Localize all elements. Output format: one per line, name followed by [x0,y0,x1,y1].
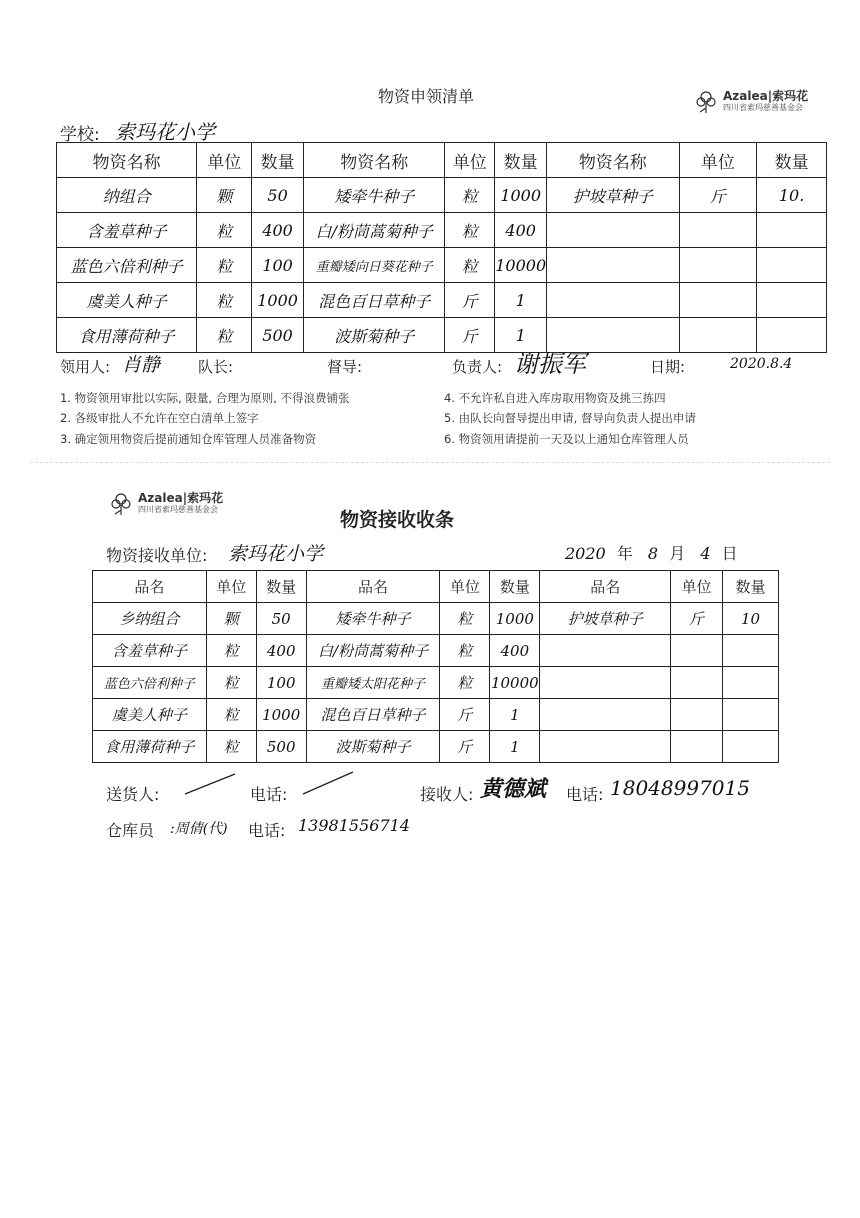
receipt-header-row [93,571,779,603]
date-label: 日期: [650,358,686,376]
recipient-signature: 肖静 [122,354,161,376]
table-cell: 白/粉茼蒿菊种子 [306,635,440,667]
col-header: 单位 [679,143,757,178]
keeper-signature: :周倩(代) [170,821,228,837]
logo-brand: Azalea|索玛花 [723,88,809,103]
table-cell [723,635,779,667]
col-header: 数量 [490,571,540,603]
table-cell: 1 [490,731,540,763]
table-row [93,667,779,699]
table-cell: 含羞草种子 [93,635,207,667]
table-cell: 10. [757,178,827,213]
col-header: 物资名称 [57,143,197,178]
col-header: 单位 [440,571,490,603]
table-cell: 400 [256,635,306,667]
table-cell: 蓝色六倍利种子 [93,667,207,699]
table-cell: 虞美人种子 [93,699,207,731]
table-cell: 10000 [490,667,540,699]
note-item: 3. 确定领用物资后提前通知仓库管理人员准备物资 [60,432,317,446]
receiver-label: 接收人: [420,785,474,804]
table-cell: 斤 [440,731,490,763]
table-cell: 10 [723,603,779,635]
table-cell: 1 [495,318,547,353]
table-cell: 粒 [440,603,490,635]
note-item: 2. 各级审批人不允许在空白清单上签字 [60,411,259,425]
table-cell: 100 [252,248,304,283]
col-header: 单位 [197,143,252,178]
table-cell [757,283,827,318]
table-cell: 混色百日草种子 [306,699,440,731]
table-cell: 粒 [206,731,256,763]
school-label: 学校: [60,125,100,145]
table-cell: 1 [495,283,547,318]
table-row [57,213,827,248]
table-cell [540,731,671,763]
sender-label: 送货人: [106,785,160,804]
table-cell: 粒 [440,667,490,699]
table-cell: 食用薄荷种子 [93,731,207,763]
requisition-header-row [57,143,827,178]
table-cell [547,248,679,283]
azalea-flower-icon [693,88,719,114]
table-cell: 粒 [445,213,495,248]
table-cell: 矮牵牛种子 [304,178,445,213]
table-cell: 粒 [445,178,495,213]
table-row [93,635,779,667]
table-cell: 混色百日草种子 [304,283,445,318]
col-header: 数量 [252,143,304,178]
table-row [93,731,779,763]
recipient-label: 领用人: [60,358,111,376]
receiving-unit-label: 物资接收单位: [106,546,208,565]
table-cell: 1000 [495,178,547,213]
table-cell: 粒 [197,213,252,248]
table-cell: 乡纳组合 [93,603,207,635]
table-row [93,699,779,731]
table-cell: 矮牵牛种子 [306,603,440,635]
month-label: 月 [669,544,686,563]
table-cell [540,699,671,731]
table-cell: 500 [252,318,304,353]
phone-blank-stroke-icon [298,768,358,798]
logo-brand: Azalea|索玛花 [138,490,224,505]
table-cell: 100 [256,667,306,699]
date-day: 4 [700,544,711,563]
sender-blank-stroke-icon [180,768,240,798]
requisition-logo [693,88,808,114]
table-cell [679,318,757,353]
table-cell: 蓝色六倍利种子 [57,248,197,283]
table-cell: 纳组合 [57,178,197,213]
col-header: 单位 [445,143,495,178]
table-cell: 斤 [671,603,723,635]
table-cell [723,699,779,731]
table-cell [757,318,827,353]
note-item: 4. 不允许私自进入库房取用物资及挑三拣四 [444,391,666,405]
table-cell [723,731,779,763]
table-cell [547,213,679,248]
table-cell [679,248,757,283]
table-cell: 粒 [197,318,252,353]
table-row [57,248,827,283]
col-header: 数量 [757,143,827,178]
table-cell: 1000 [256,699,306,731]
keeper-label: 仓库员 [106,821,155,840]
table-cell: 粒 [197,248,252,283]
table-cell [757,248,827,283]
table-cell: 斤 [445,318,495,353]
col-header: 物资名称 [547,143,679,178]
col-header: 数量 [256,571,306,603]
day-label: 日 [721,544,738,563]
note-item: 5. 由队长向督导提出申请, 督导向负责人提出申请 [444,411,696,425]
requisition-title: 物资申领清单 [378,87,475,106]
table-cell: 颗 [197,178,252,213]
azalea-flower-icon [108,490,134,516]
table-cell: 护坡草种子 [540,603,671,635]
manager-signature: 谢振军 [514,350,586,378]
note-item: 1. 物资领用审批以实际, 限量, 合理为原则, 不得浪费铺张 [60,391,350,405]
table-cell: 10000 [495,248,547,283]
logo-org: 四川省索玛慈善基金会 [138,504,218,514]
receipt-title: 物资接收收条 [340,509,455,531]
table-cell: 50 [252,178,304,213]
receiver-phone-label: 电话: [566,785,604,804]
receiver-signature: 黄德斌 [480,776,547,802]
logo-org: 四川省索玛慈善基金会 [723,102,803,112]
table-cell [679,213,757,248]
sender-phone-label: 电话: [250,785,288,804]
table-cell: 400 [252,213,304,248]
manager-label: 负责人: [452,358,503,376]
table-cell: 1 [490,699,540,731]
receipt-date [565,541,738,564]
date-value: 2020.8.4 [730,356,793,372]
table-cell: 波斯菊种子 [304,318,445,353]
table-cell: 1000 [490,603,540,635]
school-value: 索玛花小学 [115,120,215,144]
supervisor-label: 督导: [327,358,363,376]
receipt-table [92,570,779,763]
table-cell [671,699,723,731]
table-cell: 重瓣矮向日葵花种子 [304,248,445,283]
table-cell: 斤 [440,699,490,731]
table-cell: 400 [495,213,547,248]
table-row [93,603,779,635]
table-cell: 400 [490,635,540,667]
requisition-table [56,142,827,353]
table-cell: 护坡草种子 [547,178,679,213]
table-cell: 含羞草种子 [57,213,197,248]
table-cell: 食用薄荷种子 [57,318,197,353]
table-row [57,178,827,213]
table-cell: 粒 [206,667,256,699]
table-cell: 颗 [206,603,256,635]
col-header: 数量 [723,571,779,603]
table-cell [547,283,679,318]
table-cell [671,635,723,667]
table-cell: 50 [256,603,306,635]
table-cell: 波斯菊种子 [306,731,440,763]
table-cell [757,213,827,248]
table-cell [723,667,779,699]
table-cell [540,635,671,667]
table-cell [679,283,757,318]
captain-label: 队长: [198,358,234,376]
col-header: 单位 [671,571,723,603]
date-month: 8 [647,544,659,563]
keeper-phone-value: 13981556714 [298,816,410,835]
table-cell: 粒 [206,699,256,731]
date-year: 2020 [565,544,606,563]
keeper-phone-label: 电话: [248,821,286,840]
table-cell: 斤 [679,178,757,213]
col-header: 品名 [306,571,440,603]
col-header: 数量 [495,143,547,178]
receiving-unit-value: 索玛花小学 [228,543,324,565]
receiver-phone-value: 18048997015 [610,776,750,800]
table-cell [671,667,723,699]
table-cell: 1000 [252,283,304,318]
table-cell: 重瓣矮太阳花种子 [306,667,440,699]
fold-line [30,462,830,463]
table-cell: 粒 [445,248,495,283]
table-row [57,318,827,353]
table-cell: 500 [256,731,306,763]
col-header: 单位 [206,571,256,603]
col-header: 品名 [93,571,207,603]
year-label: 年 [616,544,633,563]
table-cell [671,731,723,763]
table-row [57,283,827,318]
table-cell: 白/粉茼蒿菊种子 [304,213,445,248]
table-cell [540,667,671,699]
note-item: 6. 物资领用请提前一天及以上通知仓库管理人员 [444,432,689,446]
table-cell: 粒 [197,283,252,318]
col-header: 物资名称 [304,143,445,178]
table-cell: 粒 [206,635,256,667]
table-cell: 斤 [445,283,495,318]
table-cell: 虞美人种子 [57,283,197,318]
col-header: 品名 [540,571,671,603]
receipt-logo [108,490,223,516]
table-cell: 粒 [440,635,490,667]
